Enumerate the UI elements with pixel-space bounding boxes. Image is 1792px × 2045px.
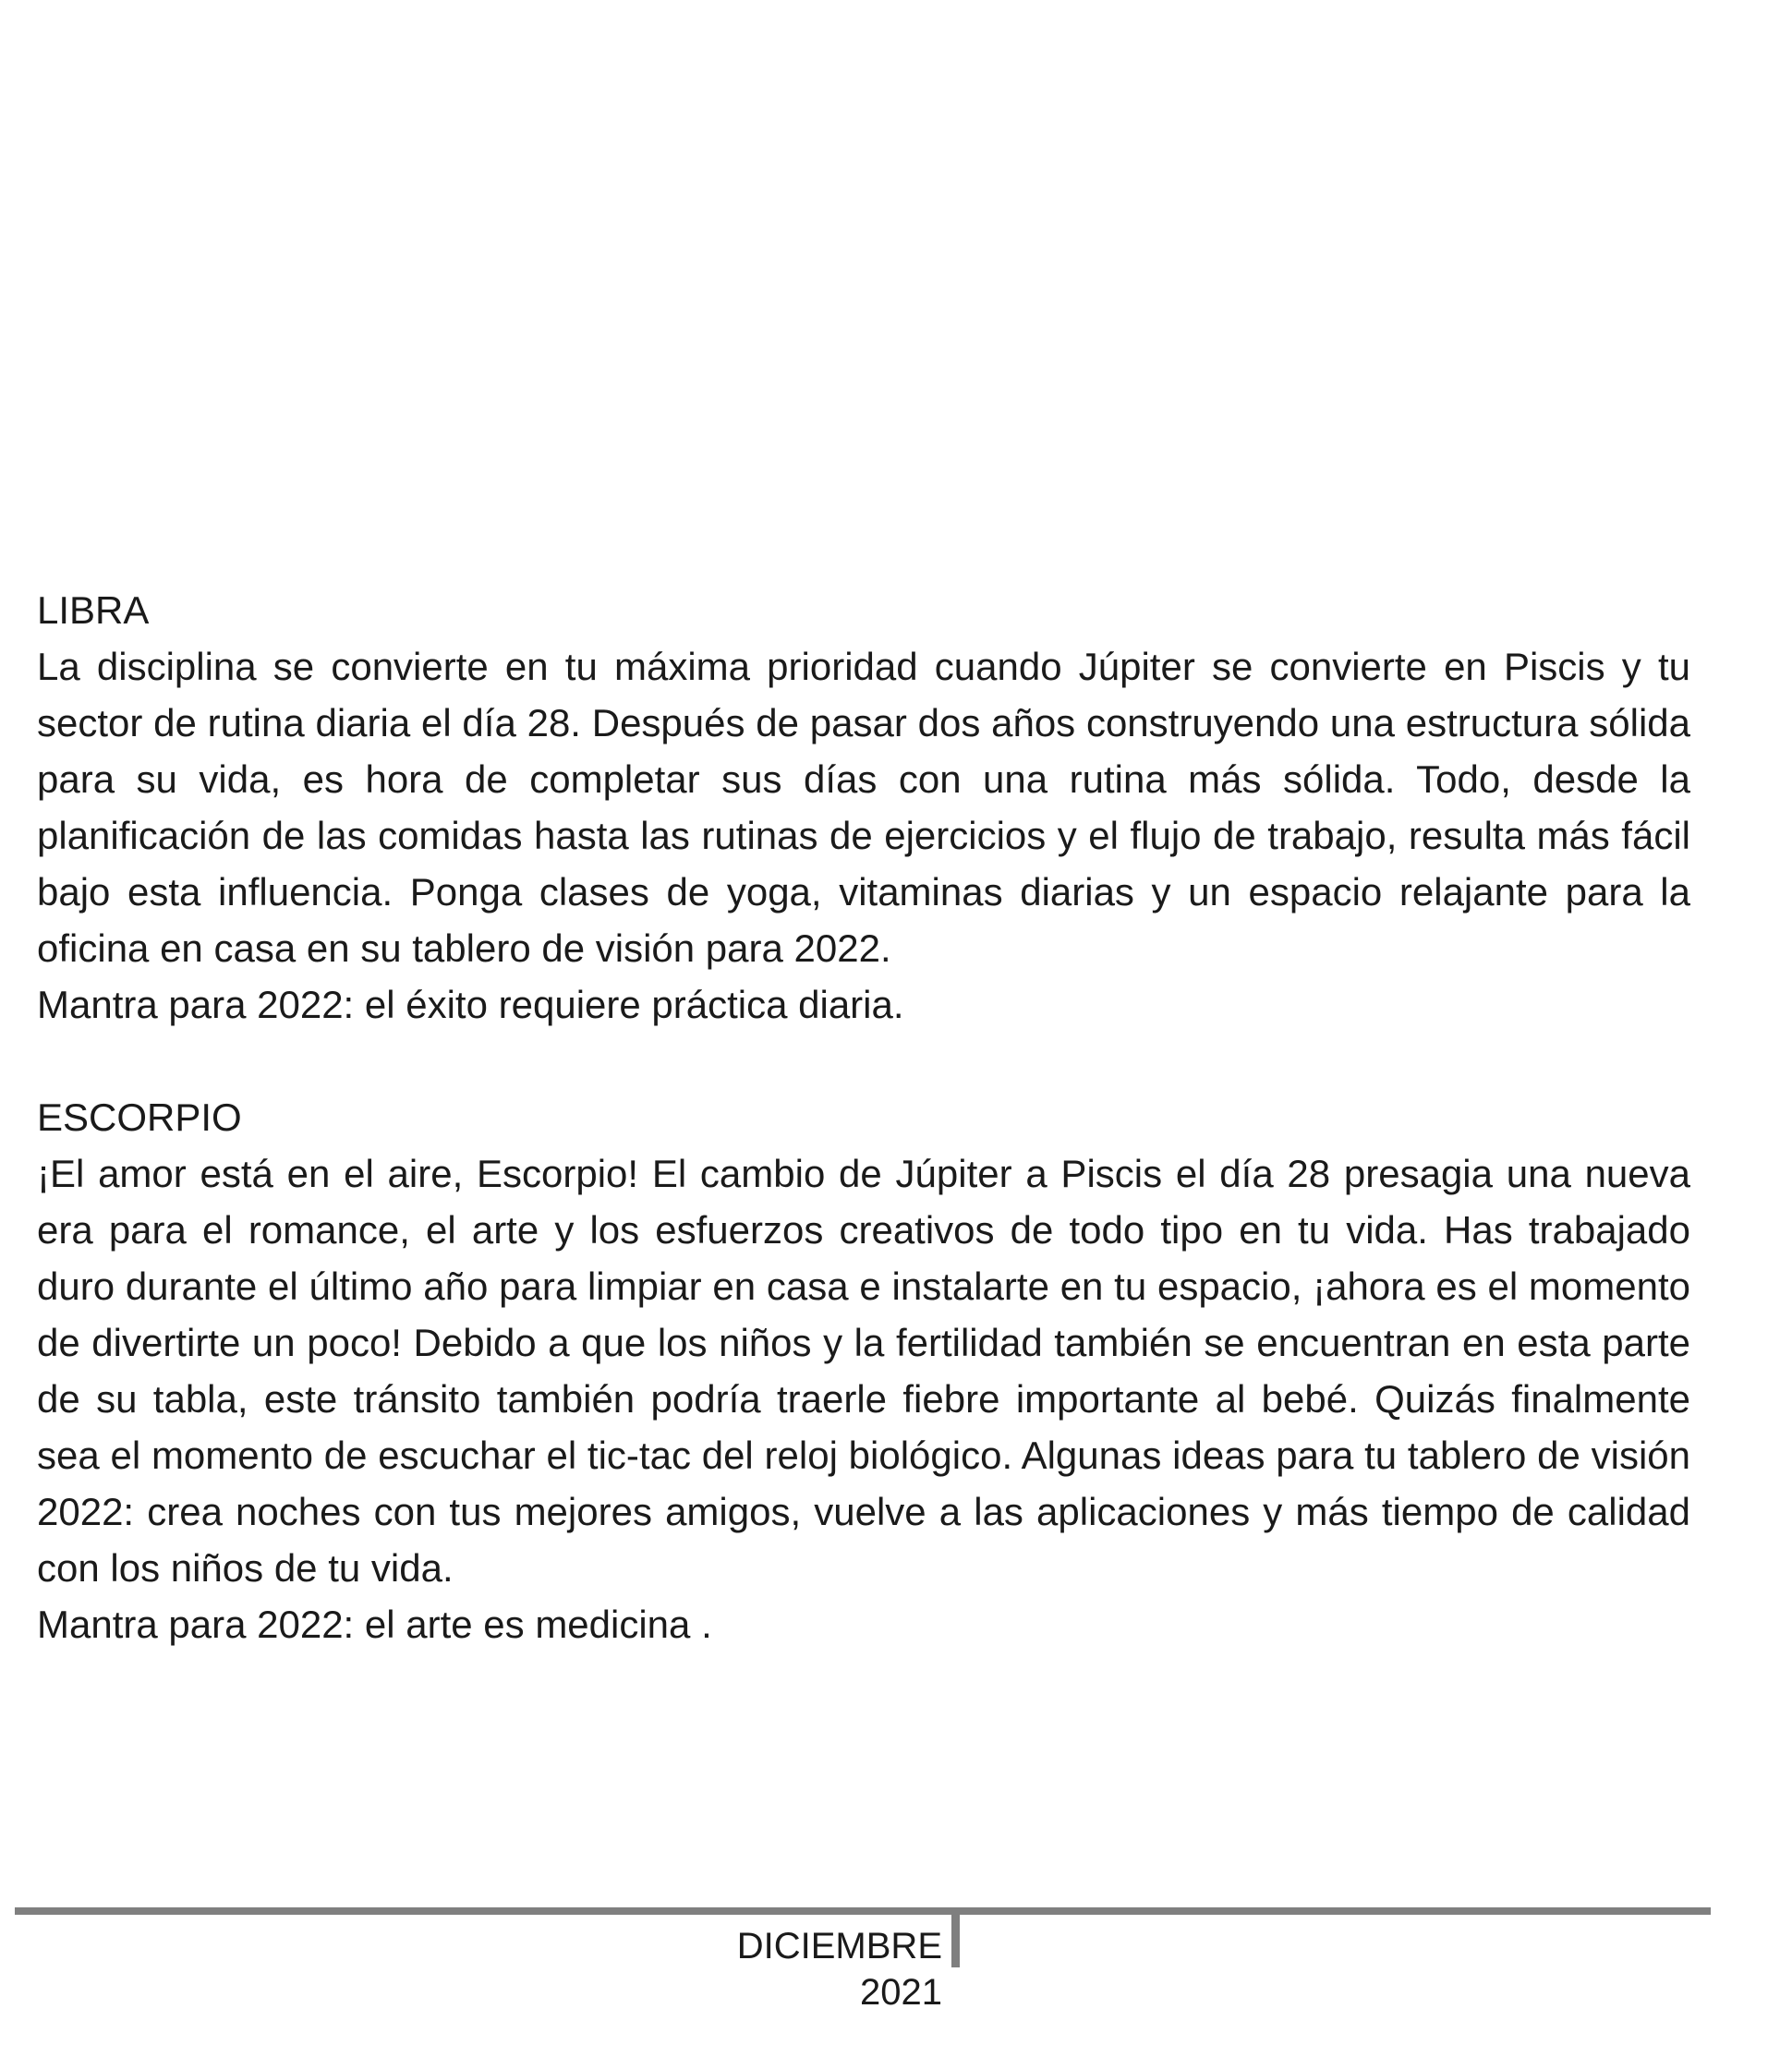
section-spacer xyxy=(37,1033,1690,1089)
escorpio-mantra: Mantra para 2022: el arte es medicina . xyxy=(37,1603,712,1646)
escorpio-heading: ESCORPIO xyxy=(37,1095,242,1139)
escorpio-paragraph: ¡El amor está en el aire, Escorpio! El cambio de Júpiter a Piscis el día 28 presagia una nueva era para el romance, el arte y los esfuerzos creativos de todo tipo en tu vida. Has trabajado duro durante el último año para limpiar en casa e instalarte en tu espacio, ¡ahora es el momento de divertirte un poco! Debido a que los niños y la fertilidad también se encuentran en esta parte de su tabla, este tránsito también podría traerle fiebre importante al bebé. Quizás finalmente sea el momento de escuchar el tic-tac del reloj biológico. Algunas ideas para tu tablero de visión 2022: crea noches con tus mejores amigos, vuelve a las aplicaciones y más tiempo de calidad con los niños de tu vida. xyxy=(37,1152,1690,1590)
footer-rule xyxy=(15,1907,1711,1915)
document-content xyxy=(37,582,1690,1652)
libra-paragraph: La disciplina se convierte en tu máxima prioridad cuando Júpiter se convierte en Piscis y tu sector de rutina diaria el día 28. Después de pasar dos años construyendo una estructura sólida para su vida, es hora de completar sus días con una rutina más sólida. Todo, desde la planificación de las comidas hasta las rutinas de ejercicios y el flujo de trabajo, resulta más fácil bajo esta influencia. Ponga clases de yoga, vitaminas diarias y un espacio relajante para la oficina en casa en su tablero de visión para 2022. xyxy=(37,645,1690,970)
libra-section xyxy=(37,582,1690,1033)
libra-mantra: Mantra para 2022: el éxito requiere práctica diaria. xyxy=(37,983,904,1026)
escorpio-section xyxy=(37,1089,1690,1652)
libra-heading: LIBRA xyxy=(37,588,150,632)
footer-date: DICIEMBRE 2021 xyxy=(736,1926,942,2013)
footer-divider xyxy=(951,1914,960,1967)
